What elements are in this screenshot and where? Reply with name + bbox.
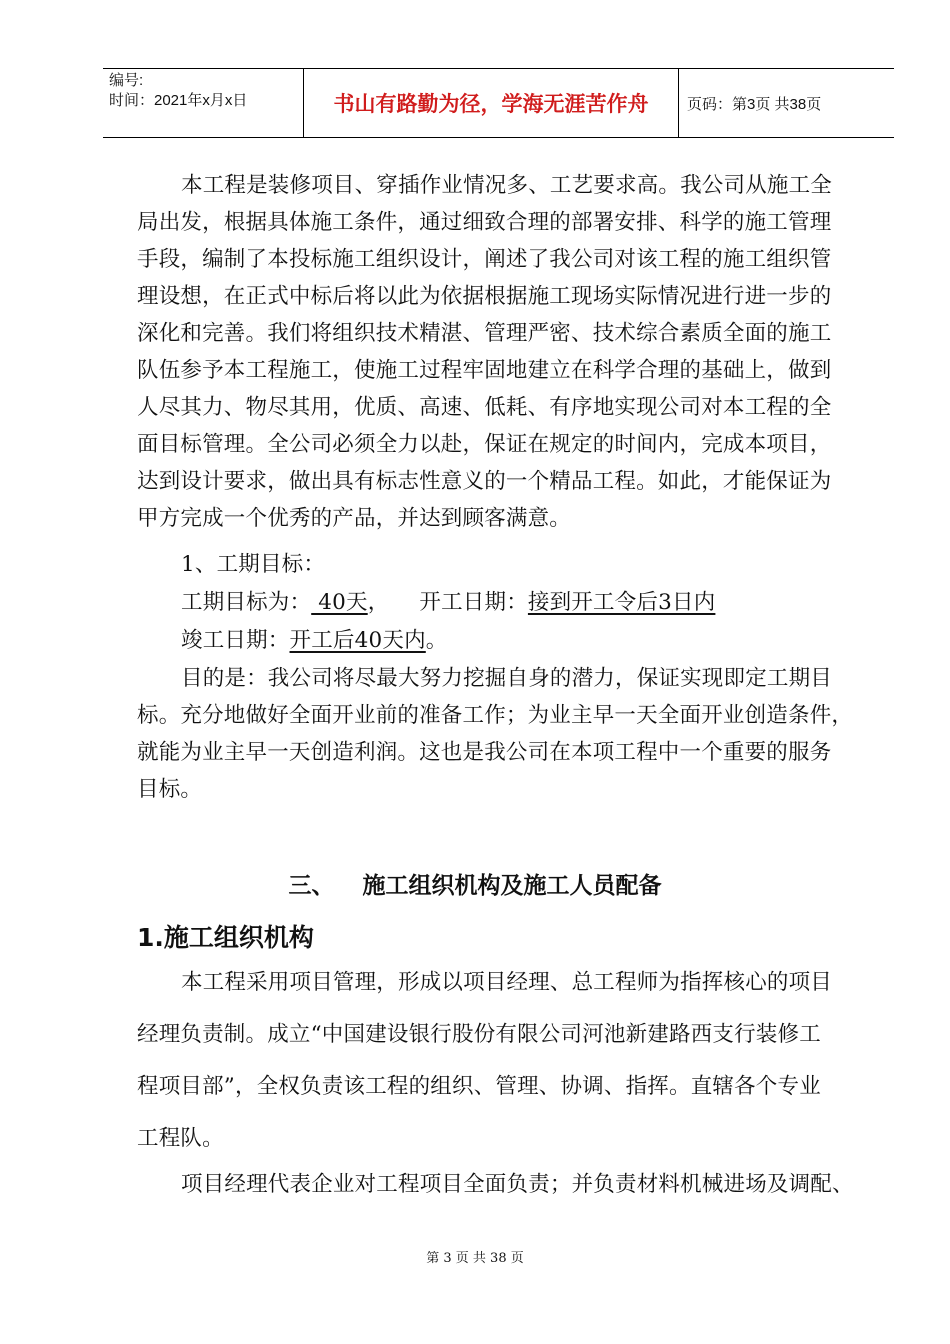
- page-header: [103, 68, 894, 138]
- text-line: 本工程采用项目管理，形成以项目经理、总工程师为指挥核心的项目: [181, 970, 833, 995]
- page-footer: 第 3 页 共 38 页: [426, 1251, 524, 1266]
- goal-value: 40天: [311, 590, 368, 615]
- subsection-heading: 1.施工组织机构: [137, 923, 314, 952]
- section-title: 施工组织机构及施工人员配备: [362, 873, 662, 899]
- finish-date-label: 竣工日期：: [181, 628, 290, 653]
- text-line: 甲方完成一个优秀的产品，并达到顾客满意。: [137, 506, 572, 531]
- section-heading: [0, 867, 950, 900]
- finish-date-end: 。: [425, 628, 448, 653]
- start-date-label: 开工日期：: [419, 590, 528, 615]
- text-line: 项目经理代表企业对工程项目全面负责；并负责材料机械进场及调配、: [181, 1172, 854, 1197]
- document-time-label: 时间：2021年x月x日: [109, 92, 248, 109]
- text-line: 经理负责制。成立“中国建设银行股份有限公司河池新建路西支行装修工: [137, 1022, 821, 1047]
- section-number: 三、: [288, 873, 335, 899]
- goal-separator: ，: [367, 590, 390, 615]
- text-line: 面目标管理。全公司必须全力以赴，保证在规定的时间内，完成本项目，: [137, 432, 832, 457]
- text-line: 人尽其力、物尽其用，优质、高速、低耗、有序地实现公司对本工程的全: [137, 395, 832, 420]
- text-line: 目的是：我公司将尽最大努力挖掘自身的潜力，保证实现即定工期目: [181, 666, 833, 691]
- finish-date-line: [181, 623, 447, 654]
- text-line: 程项目部”，全权负责该工程的组织、管理、协调、指挥。直辖各个专业: [137, 1074, 821, 1099]
- text-line: 达到设计要求，做出具有标志性意义的一个精品工程。如此，才能保证为: [137, 469, 832, 494]
- text-line: 深化和完善。我们将组织技术精湛、管理严密、技术综合素质全面的施工: [137, 321, 832, 346]
- text-line: 队伍参予本工程施工，使施工过程牢固地建立在科学合理的基础上，做到: [137, 358, 832, 383]
- text-line: 理设想，在正式中标后将以此为依据根据施工现场实际情况进行进一步的: [137, 284, 832, 309]
- schedule-goal-heading: 1、工期目标：: [181, 552, 326, 577]
- text-line: 手段，编制了本投标施工组织设计，阐述了我公司对该工程的施工组织管: [137, 247, 832, 272]
- text-line: 本工程是装修项目、穿插作业情况多、工艺要求高。我公司从施工全: [181, 173, 833, 198]
- finish-date-value: 开工后40天内: [289, 628, 426, 653]
- schedule-goal-line: [181, 585, 715, 616]
- text-line: 目标。: [137, 777, 203, 802]
- text-line: 就能为业主早一天创造利润。这也是我公司在本项工程中一个重要的服务: [137, 740, 832, 765]
- header-meta: [103, 69, 304, 137]
- header-page-info: 页码：第3页 共38页: [687, 95, 822, 113]
- text-line: 标。充分地做好全面开业前的准备工作；为业主早一天全面开业创造条件，: [137, 703, 854, 728]
- goal-label: 工期目标为：: [181, 590, 312, 615]
- document-number-label: 编号:: [109, 72, 144, 89]
- text-line: 局出发，根据具体施工条件，通过细致合理的部署安排、科学的施工管理: [137, 210, 832, 235]
- start-date-value: 接到开工令后3日内: [527, 590, 716, 615]
- text-line: 工程队。: [137, 1126, 224, 1151]
- header-motto: 书山有路勤为径，学海无涯苦作舟: [304, 69, 679, 137]
